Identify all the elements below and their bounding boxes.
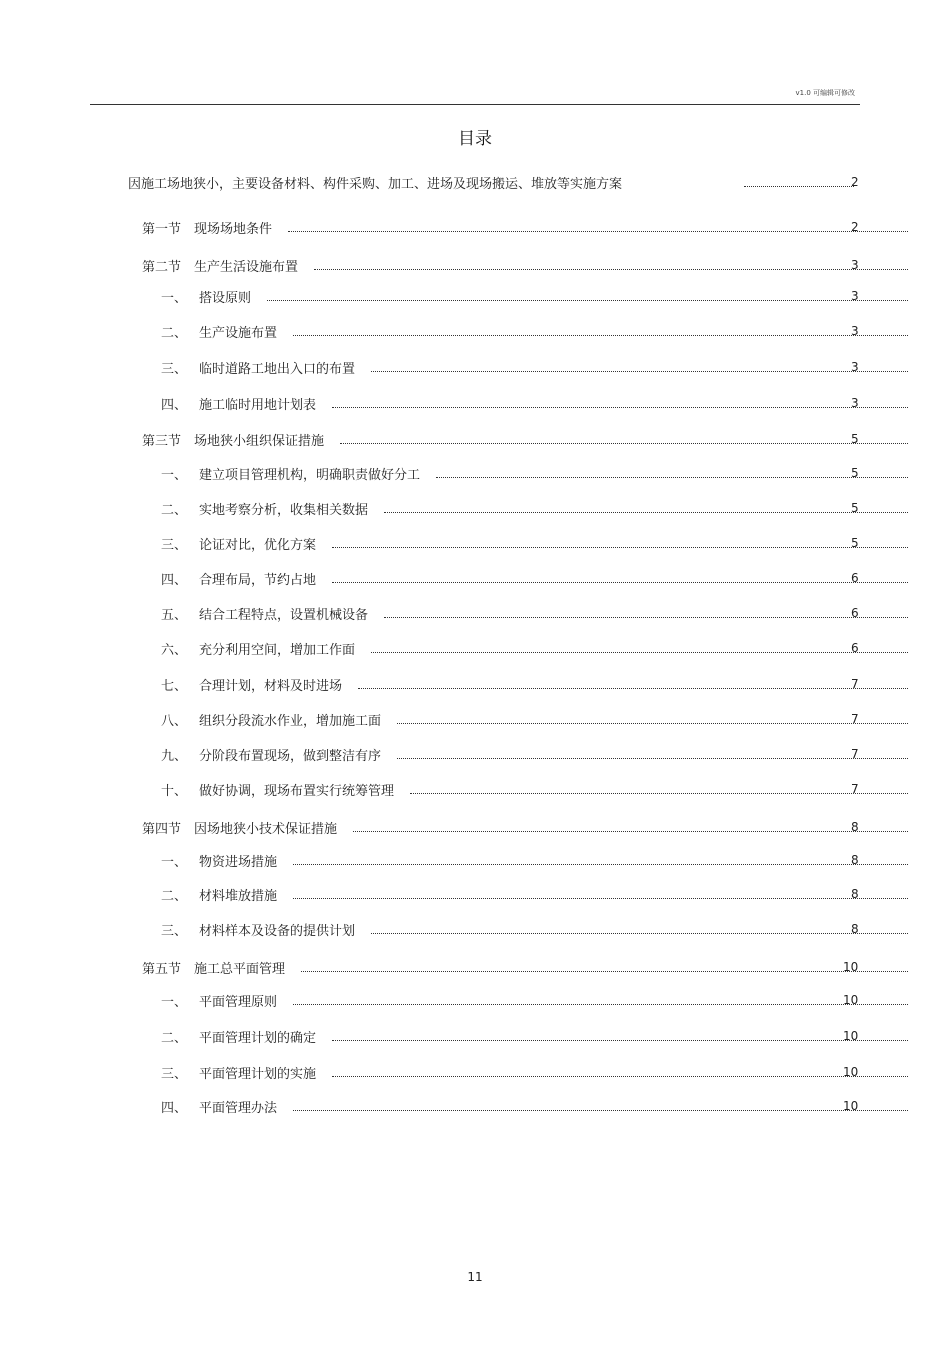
toc-entry-label: 合理计划，材料及时进场 [199, 678, 343, 694]
toc-entry-page: 8 [851, 887, 859, 901]
toc-entry[interactable] [161, 1096, 277, 1116]
toc-entry-page: 7 [851, 712, 859, 726]
toc-entry-page: 3 [851, 289, 859, 303]
toc-entry-page: 8 [851, 820, 859, 834]
toc-entry[interactable] [161, 674, 342, 694]
toc-entry-number: 六、 [161, 642, 188, 658]
toc-entry-label: 第一节 现场场地条件 [142, 221, 273, 237]
toc-entry-number: 三、 [161, 361, 188, 377]
toc-leader-dots [410, 783, 908, 794]
page-title: 目录 [458, 129, 492, 149]
toc-entry-number: 一、 [161, 994, 188, 1010]
toc-leader-dots [267, 290, 908, 301]
toc-entry-number: 二、 [161, 502, 188, 518]
toc-entry-page: 5 [851, 432, 859, 446]
toc-entry[interactable] [161, 533, 316, 553]
toc-entry-label: 物资进场措施 [199, 854, 278, 870]
toc-leader-dots [301, 961, 908, 972]
toc-leader-dots [436, 467, 908, 478]
toc-leader-dots [293, 1100, 908, 1111]
toc-leader-dots [314, 259, 908, 270]
toc-leader-dots [293, 325, 908, 336]
toc-entry-label: 第三节 场地狭小组织保证措施 [142, 433, 325, 449]
toc-entry-number: 一、 [161, 854, 188, 870]
toc-entry[interactable] [161, 744, 381, 764]
toc-entry[interactable] [161, 1062, 316, 1082]
toc-entry[interactable] [161, 357, 355, 377]
toc-entry-label: 第二节 生产生活设施布置 [142, 259, 299, 275]
header-note: v1.0 可编辑可修改 [795, 89, 855, 97]
toc-entry[interactable] [142, 957, 285, 977]
toc-entry-number: 五、 [161, 607, 188, 623]
toc-entry-label: 材料堆放措施 [199, 888, 278, 904]
toc-leader-dots [397, 748, 908, 759]
toc-leader-dots [384, 502, 908, 513]
toc-leader-dots [744, 176, 854, 187]
toc-entry-label: 结合工程特点，设置机械设备 [199, 607, 369, 623]
toc-leader-dots [371, 642, 908, 653]
toc-entry-page: 6 [851, 571, 859, 585]
toc-entry[interactable] [161, 321, 277, 341]
toc-entry[interactable] [161, 709, 381, 729]
toc-leader-dots [332, 572, 908, 583]
toc-entry[interactable] [161, 286, 251, 306]
toc-entry-page: 10 [843, 1029, 859, 1043]
toc-entry-label: 搭设原则 [199, 290, 252, 306]
toc-entry-page: 3 [851, 258, 859, 272]
toc-entry-label: 材料样本及设备的提供计划 [199, 923, 356, 939]
toc-entry[interactable] [142, 429, 324, 449]
toc-entry-page: 8 [851, 922, 859, 936]
toc-entry-label: 论证对比，优化方案 [199, 537, 317, 553]
toc-leader-dots [332, 1066, 908, 1077]
footer-page-number: 11 [467, 1270, 483, 1284]
toc-entry-label: 平面管理原则 [199, 994, 278, 1010]
toc-entry[interactable] [161, 568, 316, 588]
toc-entry-number: 十、 [161, 783, 188, 799]
toc-leader-dots [384, 607, 908, 618]
toc-entry-number: 三、 [161, 537, 188, 553]
toc-entry-number: 九、 [161, 748, 188, 764]
toc-entry-number: 三、 [161, 1066, 188, 1082]
toc-entry-page: 3 [851, 360, 859, 374]
toc-entry-page: 6 [851, 641, 859, 655]
toc-leader-dots [353, 821, 908, 832]
toc-entry-page: 10 [843, 993, 859, 1007]
toc-entry-page: 10 [843, 960, 859, 974]
toc-entry-number: 四、 [161, 572, 188, 588]
toc-entry-number: 四、 [161, 397, 188, 413]
toc-entry[interactable] [161, 393, 316, 413]
toc-leader-dots [397, 713, 908, 724]
toc-leader-dots [332, 537, 908, 548]
toc-leader-dots [293, 888, 908, 899]
toc-entry-number: 八、 [161, 713, 188, 729]
toc-entry-number: 四、 [161, 1100, 188, 1116]
toc-entry[interactable] [161, 779, 394, 799]
toc-entry-label: 实地考察分析，收集相关数据 [199, 502, 369, 518]
toc-entry-number: 三、 [161, 923, 188, 939]
toc-entry-number: 七、 [161, 678, 188, 694]
toc-entry-label: 做好协调，现场布置实行统筹管理 [199, 783, 395, 799]
toc-entry-label: 平面管理办法 [199, 1100, 278, 1116]
toc-entry[interactable] [161, 884, 277, 904]
toc-leader-dots [371, 361, 908, 372]
toc-entry-number: 二、 [161, 325, 188, 341]
toc-leader-dots [332, 397, 908, 408]
toc-entry-page: 7 [851, 747, 859, 761]
toc-entry-page: 2 [851, 220, 859, 234]
toc-entry-page: 10 [843, 1099, 859, 1113]
toc-leader-dots [332, 1030, 908, 1041]
toc-entry-label: 分阶段布置现场，做到整洁有序 [199, 748, 382, 764]
toc-leader-dots [293, 994, 908, 1005]
toc-entry-page: 3 [851, 396, 859, 410]
toc-entry[interactable] [161, 990, 277, 1010]
toc-entry-label: 生产设施布置 [199, 325, 278, 341]
toc-entry[interactable] [142, 217, 272, 237]
toc-entry-number: 一、 [161, 290, 188, 306]
toc-entry-page: 10 [843, 1065, 859, 1079]
toc-entry-label: 组织分段流水作业，增加施工面 [199, 713, 382, 729]
toc-leader-dots [288, 221, 908, 232]
toc-entry-label: 平面管理计划的实施 [199, 1066, 317, 1082]
toc-entry-label: 第四节 因场地狭小技术保证措施 [142, 821, 338, 837]
toc-leader-dots [358, 678, 908, 689]
toc-entry-page: 7 [851, 782, 859, 796]
toc-entry-number: 二、 [161, 888, 188, 904]
toc-entry[interactable] [142, 817, 337, 837]
toc-entry-page: 5 [851, 501, 859, 515]
toc-entry-label: 平面管理计划的确定 [199, 1030, 317, 1046]
toc-entry[interactable] [161, 850, 277, 870]
toc-entry[interactable] [161, 603, 368, 623]
toc-leader-dots [293, 854, 908, 865]
toc-entry-page: 2 [851, 175, 859, 189]
toc-entry[interactable] [161, 638, 355, 658]
toc-entry-page: 8 [851, 853, 859, 867]
toc-entry-label: 第五节 施工总平面管理 [142, 961, 286, 977]
toc-entry-label: 建立项目管理机构，明确职责做好分工 [199, 467, 421, 483]
toc-entry[interactable] [161, 919, 355, 939]
toc-entry-label: 临时道路工地出入口的布置 [199, 361, 356, 377]
toc-entry[interactable] [161, 463, 420, 483]
toc-entry-label: 合理布局，节约占地 [199, 572, 317, 588]
toc-entry[interactable] [128, 172, 622, 192]
toc-entry-number: 一、 [161, 467, 188, 483]
toc-entry[interactable] [142, 255, 298, 275]
toc-entry-page: 6 [851, 606, 859, 620]
toc-entry-page: 7 [851, 677, 859, 691]
toc-entry-page: 3 [851, 324, 859, 338]
toc-entry-label: 充分利用空间，增加工作面 [199, 642, 356, 658]
toc-leader-dots [340, 433, 908, 444]
toc-entry-page: 5 [851, 466, 859, 480]
toc-entry-label: 施工临时用地计划表 [199, 397, 317, 413]
toc-entry-page: 5 [851, 536, 859, 550]
toc-entry-label: 因施工场地狭小，主要设备材料、构件采购、加工、进场及现场搬运、堆放等实施方案 [128, 176, 623, 192]
toc-leader-dots [371, 923, 908, 934]
toc-entry[interactable] [161, 498, 368, 518]
toc-entry-number: 二、 [161, 1030, 188, 1046]
toc-entry[interactable] [161, 1026, 316, 1046]
